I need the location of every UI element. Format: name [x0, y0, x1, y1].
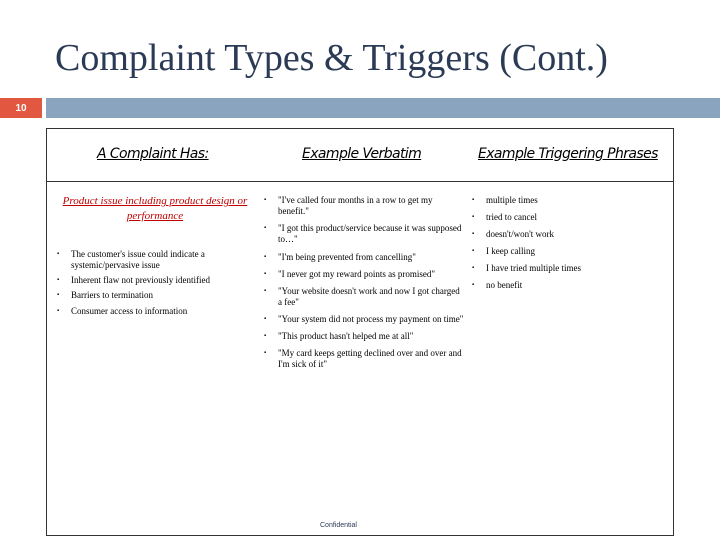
- column-header-verbatim: Example Verbatim: [302, 146, 422, 162]
- list-item: ▪ "My card keeps getting declined over and over and I'm sick of it": [264, 348, 464, 370]
- list-item: ▪ The customer's issue could indicate a systemic/pervasive issue: [57, 249, 242, 271]
- list-item: ▪ Barriers to termination: [57, 290, 242, 301]
- list-item: ▪ no benefit: [472, 280, 662, 291]
- list-item: ▪ I keep calling: [472, 246, 662, 257]
- list-item: ▪ Consumer access to information: [57, 306, 242, 317]
- slide-title: Complaint Types & Triggers (Cont.): [55, 37, 608, 79]
- verbatim-list: [264, 195, 464, 370]
- list-item: ▪ "Your website doesn't work and now I got charged a fee": [264, 286, 464, 308]
- header-divider: [47, 181, 673, 182]
- list-item: ▪ "Your system did not process my payment on time": [264, 314, 464, 325]
- phrases-list: [472, 195, 662, 291]
- list-item: ▪ "I've called four months in a row to get my benefit.": [264, 195, 464, 217]
- list-item: ▪ I have tried multiple times: [472, 263, 662, 274]
- slide-number: 10: [0, 98, 42, 118]
- list-item: ▪ "This product hasn't helped me at all": [264, 331, 464, 342]
- list-item: ▪ doesn't/won't work: [472, 229, 662, 240]
- header-bar: [46, 98, 720, 118]
- list-item: ▪ "I never got my reward points as promised": [264, 269, 464, 280]
- column-header-complaint: A Complaint Has:: [97, 146, 209, 162]
- list-item: ▪ multiple times: [472, 195, 662, 206]
- confidential-footer: Confidential: [320, 522, 357, 529]
- list-item: ▪ tried to cancel: [472, 212, 662, 223]
- complaint-items-list: [57, 249, 242, 317]
- complaint-category: Product issue including product design or performance: [62, 195, 248, 222]
- list-item: ▪ "I got this product/service because it was supposed to…": [264, 223, 464, 245]
- list-item: ▪ Inherent flaw not previously identified: [57, 275, 242, 286]
- list-item: ▪ "I'm being prevented from cancelling": [264, 252, 464, 263]
- column-header-phrases: Example Triggering Phrases: [478, 146, 658, 162]
